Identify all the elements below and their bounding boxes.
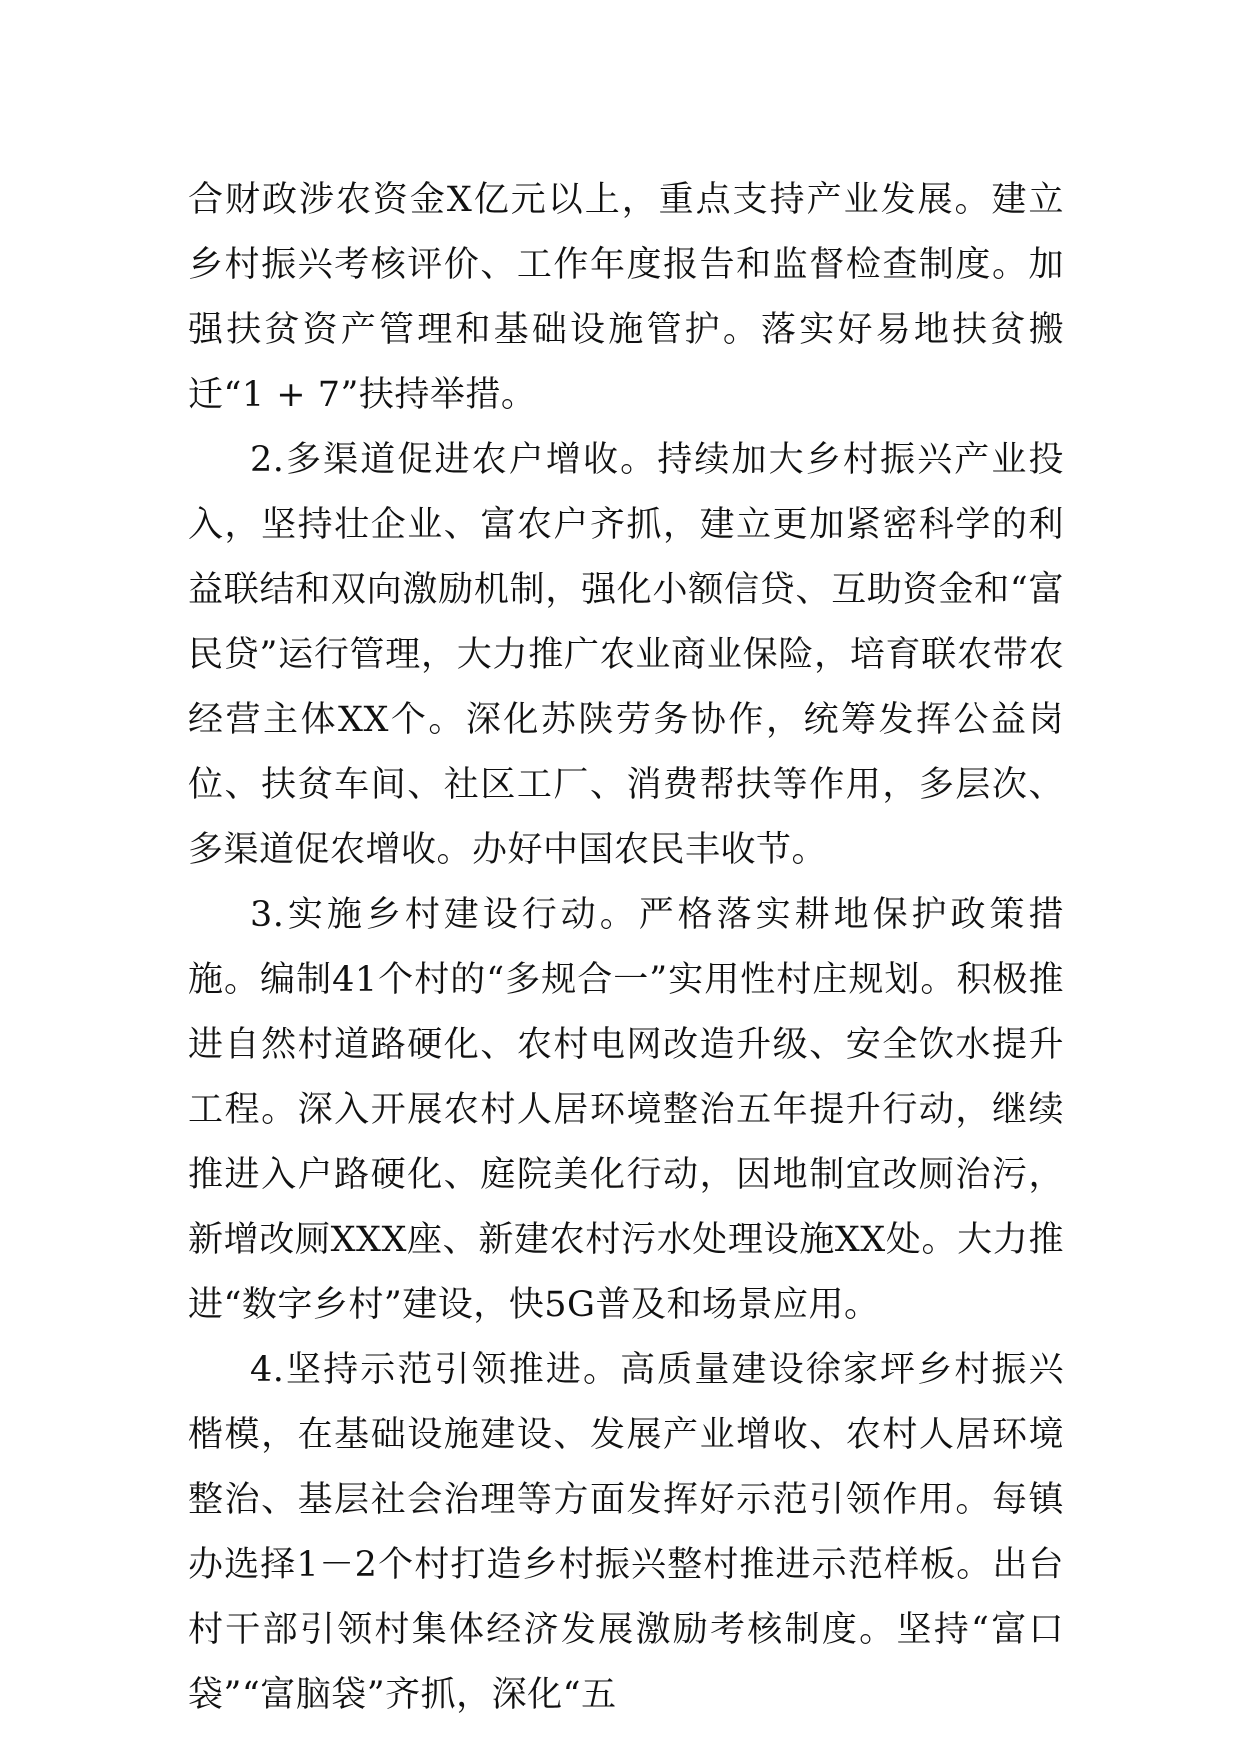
paragraph-item-3: 3.实施乡村建设行动。严格落实耕地保护政策措施。编制41个村的“多规合一”实用性村庄规划。积极推进自然村道路硬化、农村电网改造升级、安全饮水提升工程。深入开展农村人居环境整治五年提升行动，继续推进入户路硬化、庭院美化行动，因地制宜改厕治污，新增改厕XXX座、新建农村污水处理设施XX处。大力推进“数字乡村”建设，快5G普及和场景应用。 bbox=[188, 895, 1064, 1325]
paragraph-continuation: 合财政涉农资金X亿元以上，重点支持产业发展。建立乡村振兴考核评价、工作年度报告和监督检查制度。加强扶贫资产管理和基础设施管护。落实好易地扶贫搬迁“1 + 7”扶持举措。 bbox=[188, 180, 1064, 415]
body-text bbox=[188, 168, 1064, 1728]
paragraph-item-2: 2.多渠道促进农户增收。持续加大乡村振兴产业投入，坚持壮企业、富农户齐抓，建立更加紧密科学的利益联结和双向激励机制，强化小额信贷、互助资金和“富民贷”运行管理，大力推广农业商业保险，培育联农带农经营主体XX个。深化苏陕劳务协作，统筹发挥公益岗位、扶贫车间、社区工厂、消费帮扶等作用，多层次、多渠道促农增收。办好中国农民丰收节。 bbox=[188, 440, 1064, 870]
paragraph-item-4: 4.坚持示范引领推进。高质量建设徐家坪乡村振兴楷模，在基础设施建设、发展产业增收、农村人居环境整治、基层社会治理等方面发挥好示范引领作用。每镇办选择1－2个村打造乡村振兴整村推进示范样板。出台村干部引领村集体经济发展激励考核制度。坚持“富口袋”“富脑袋”齐抓，深化“五 bbox=[188, 1350, 1064, 1715]
